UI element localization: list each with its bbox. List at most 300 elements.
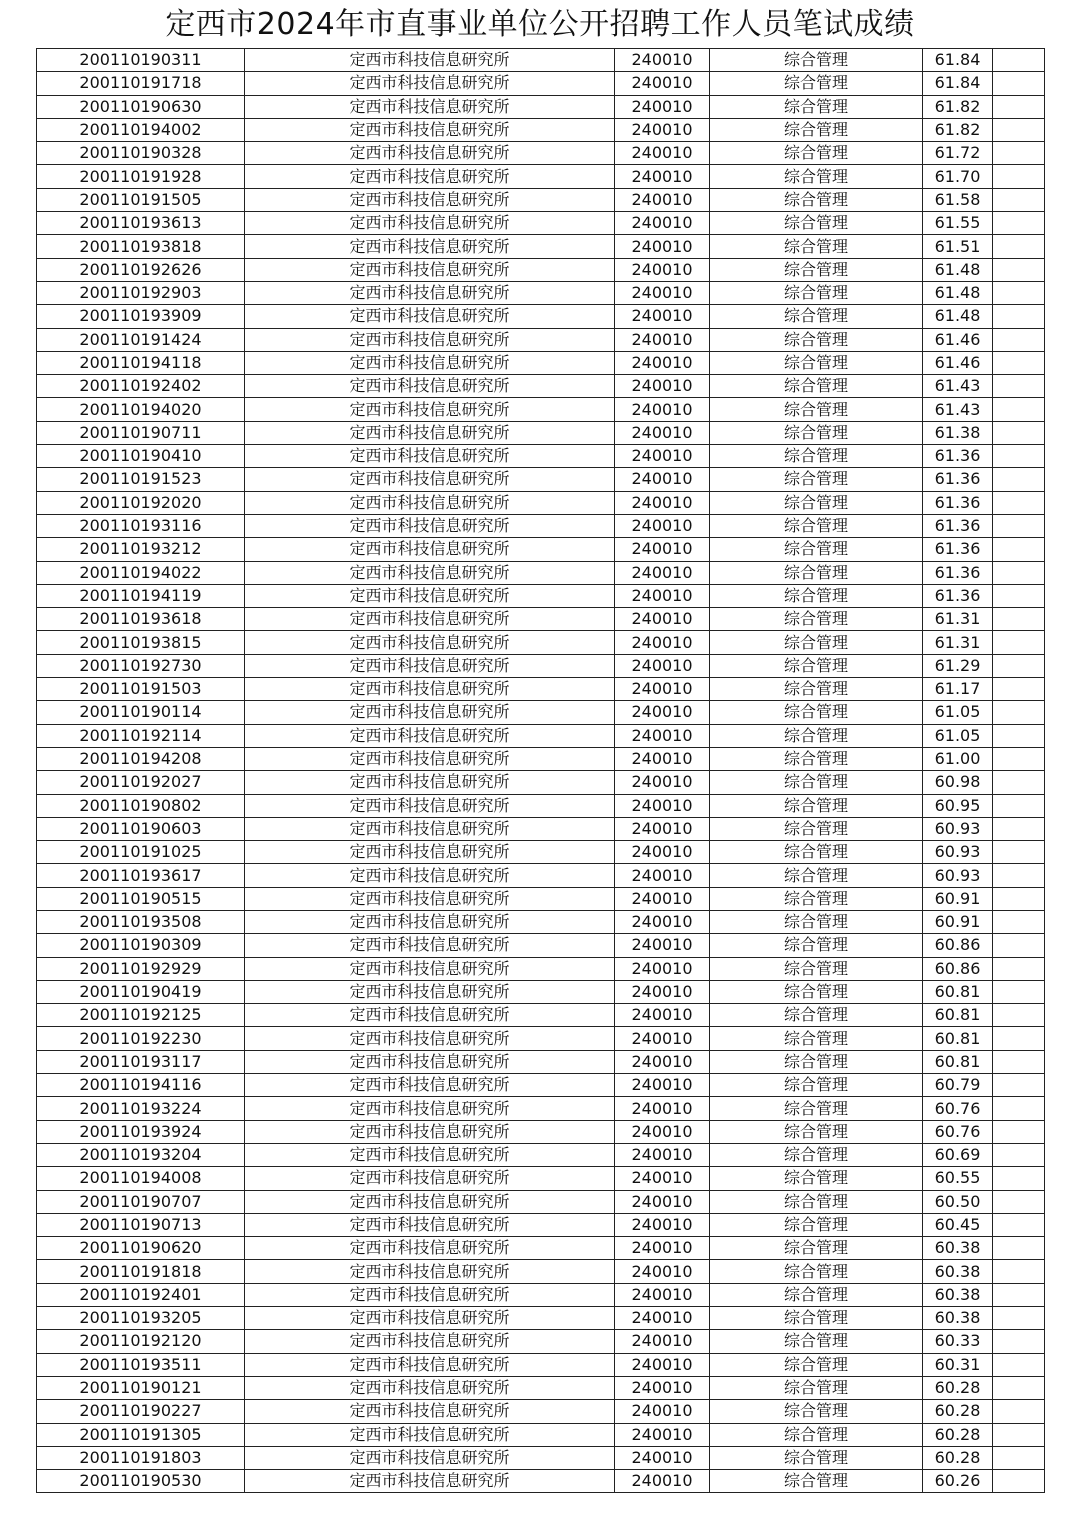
table-row — [37, 491, 1045, 514]
unit-name-cell: 定西市科技信息研究所 — [245, 1027, 615, 1050]
unit-name-cell: 定西市科技信息研究所 — [245, 608, 615, 631]
unit-name-cell: 定西市科技信息研究所 — [245, 351, 615, 374]
note-cell — [993, 281, 1045, 304]
position-code-cell: 240010 — [615, 49, 710, 72]
table-row — [37, 1190, 1045, 1213]
exam-number-cell: 200110190515 — [37, 887, 245, 910]
position-name-cell: 综合管理 — [710, 584, 923, 607]
note-cell — [993, 608, 1045, 631]
exam-number-cell: 200110190620 — [37, 1237, 245, 1260]
position-name-cell: 综合管理 — [710, 142, 923, 165]
position-name-cell: 综合管理 — [710, 771, 923, 794]
note-cell — [993, 514, 1045, 537]
position-code-cell: 240010 — [615, 1074, 710, 1097]
position-code-cell: 240010 — [615, 398, 710, 421]
position-code-cell: 240010 — [615, 281, 710, 304]
exam-number-cell: 200110192903 — [37, 281, 245, 304]
note-cell — [993, 841, 1045, 864]
note-cell — [993, 817, 1045, 840]
unit-name-cell: 定西市科技信息研究所 — [245, 1097, 615, 1120]
exam-number-cell: 200110193909 — [37, 305, 245, 328]
exam-number-cell: 200110193116 — [37, 514, 245, 537]
score-cell: 61.31 — [923, 608, 993, 631]
score-cell: 60.79 — [923, 1074, 993, 1097]
table-row — [37, 212, 1045, 235]
position-name-cell: 综合管理 — [710, 957, 923, 980]
note-cell — [993, 1400, 1045, 1423]
table-row — [37, 771, 1045, 794]
position-name-cell: 综合管理 — [710, 258, 923, 281]
exam-number-cell: 200110190802 — [37, 794, 245, 817]
position-code-cell: 240010 — [615, 817, 710, 840]
score-cell: 61.48 — [923, 281, 993, 304]
note-cell — [993, 1213, 1045, 1236]
note-cell — [993, 1143, 1045, 1166]
position-code-cell: 240010 — [615, 72, 710, 95]
score-cell: 61.46 — [923, 328, 993, 351]
exam-number-cell: 200110191523 — [37, 468, 245, 491]
note-cell — [993, 631, 1045, 654]
score-cell: 60.81 — [923, 1004, 993, 1027]
position-code-cell: 240010 — [615, 724, 710, 747]
exam-number-cell: 200110190603 — [37, 817, 245, 840]
exam-number-cell: 200110191803 — [37, 1446, 245, 1469]
position-name-cell: 综合管理 — [710, 678, 923, 701]
position-code-cell: 240010 — [615, 1307, 710, 1330]
unit-name-cell: 定西市科技信息研究所 — [245, 1353, 615, 1376]
table-row — [37, 375, 1045, 398]
score-cell: 61.58 — [923, 188, 993, 211]
table-row — [37, 957, 1045, 980]
exam-number-cell: 200110193204 — [37, 1143, 245, 1166]
unit-name-cell: 定西市科技信息研究所 — [245, 794, 615, 817]
position-name-cell: 综合管理 — [710, 724, 923, 747]
exam-number-cell: 200110193617 — [37, 864, 245, 887]
position-code-cell: 240010 — [615, 1097, 710, 1120]
position-code-cell: 240010 — [615, 934, 710, 957]
score-cell: 61.46 — [923, 351, 993, 374]
score-cell: 61.36 — [923, 445, 993, 468]
position-name-cell: 综合管理 — [710, 1027, 923, 1050]
note-cell — [993, 235, 1045, 258]
position-code-cell: 240010 — [615, 212, 710, 235]
position-name-cell: 综合管理 — [710, 1074, 923, 1097]
position-code-cell: 240010 — [615, 561, 710, 584]
table-row — [37, 72, 1045, 95]
score-cell: 61.29 — [923, 654, 993, 677]
note-cell — [993, 584, 1045, 607]
exam-number-cell: 200110193205 — [37, 1307, 245, 1330]
score-cell: 61.36 — [923, 468, 993, 491]
unit-name-cell: 定西市科技信息研究所 — [245, 305, 615, 328]
unit-name-cell: 定西市科技信息研究所 — [245, 724, 615, 747]
unit-name-cell: 定西市科技信息研究所 — [245, 1004, 615, 1027]
unit-name-cell: 定西市科技信息研究所 — [245, 514, 615, 537]
position-name-cell: 综合管理 — [710, 747, 923, 770]
position-name-cell: 综合管理 — [710, 468, 923, 491]
note-cell — [993, 724, 1045, 747]
unit-name-cell: 定西市科技信息研究所 — [245, 398, 615, 421]
exam-number-cell: 200110191505 — [37, 188, 245, 211]
position-code-cell: 240010 — [615, 1143, 710, 1166]
score-cell: 61.05 — [923, 724, 993, 747]
position-name-cell: 综合管理 — [710, 1376, 923, 1399]
exam-number-cell: 200110193224 — [37, 1097, 245, 1120]
unit-name-cell: 定西市科技信息研究所 — [245, 934, 615, 957]
position-code-cell: 240010 — [615, 491, 710, 514]
note-cell — [993, 747, 1045, 770]
score-cell: 61.48 — [923, 258, 993, 281]
position-name-cell: 综合管理 — [710, 1283, 923, 1306]
score-cell: 61.48 — [923, 305, 993, 328]
score-cell: 60.86 — [923, 934, 993, 957]
position-name-cell: 综合管理 — [710, 95, 923, 118]
note-cell — [993, 678, 1045, 701]
position-name-cell: 综合管理 — [710, 701, 923, 724]
exam-number-cell: 200110191305 — [37, 1423, 245, 1446]
exam-number-cell: 200110190328 — [37, 142, 245, 165]
note-cell — [993, 165, 1045, 188]
exam-number-cell: 200110190121 — [37, 1376, 245, 1399]
position-name-cell: 综合管理 — [710, 398, 923, 421]
score-cell: 60.38 — [923, 1283, 993, 1306]
score-cell: 61.82 — [923, 95, 993, 118]
note-cell — [993, 375, 1045, 398]
table-row — [37, 724, 1045, 747]
unit-name-cell: 定西市科技信息研究所 — [245, 654, 615, 677]
note-cell — [993, 980, 1045, 1003]
position-code-cell: 240010 — [615, 794, 710, 817]
position-code-cell: 240010 — [615, 864, 710, 887]
unit-name-cell: 定西市科技信息研究所 — [245, 281, 615, 304]
position-code-cell: 240010 — [615, 1376, 710, 1399]
position-code-cell: 240010 — [615, 421, 710, 444]
position-name-cell: 综合管理 — [710, 49, 923, 72]
position-code-cell: 240010 — [615, 1400, 710, 1423]
position-name-cell: 综合管理 — [710, 794, 923, 817]
position-code-cell: 240010 — [615, 1283, 710, 1306]
unit-name-cell: 定西市科技信息研究所 — [245, 1190, 615, 1213]
position-code-cell: 240010 — [615, 258, 710, 281]
exam-number-cell: 200110190419 — [37, 980, 245, 1003]
note-cell — [993, 421, 1045, 444]
note-cell — [993, 934, 1045, 957]
unit-name-cell: 定西市科技信息研究所 — [245, 1050, 615, 1073]
unit-name-cell: 定西市科技信息研究所 — [245, 538, 615, 561]
score-cell: 61.31 — [923, 631, 993, 654]
note-cell — [993, 561, 1045, 584]
unit-name-cell: 定西市科技信息研究所 — [245, 1283, 615, 1306]
table-row — [37, 1260, 1045, 1283]
unit-name-cell: 定西市科技信息研究所 — [245, 445, 615, 468]
score-table — [36, 48, 1045, 1493]
position-name-cell: 综合管理 — [710, 910, 923, 933]
exam-number-cell: 200110190707 — [37, 1190, 245, 1213]
score-cell: 61.84 — [923, 72, 993, 95]
table-row — [37, 747, 1045, 770]
position-code-cell: 240010 — [615, 118, 710, 141]
note-cell — [993, 188, 1045, 211]
exam-number-cell: 200110190410 — [37, 445, 245, 468]
table-row — [37, 910, 1045, 933]
unit-name-cell: 定西市科技信息研究所 — [245, 1120, 615, 1143]
position-code-cell: 240010 — [615, 841, 710, 864]
unit-name-cell: 定西市科技信息研究所 — [245, 1307, 615, 1330]
position-code-cell: 240010 — [615, 608, 710, 631]
exam-number-cell: 200110192402 — [37, 375, 245, 398]
note-cell — [993, 1050, 1045, 1073]
position-name-cell: 综合管理 — [710, 165, 923, 188]
table-row — [37, 1074, 1045, 1097]
score-cell: 61.38 — [923, 421, 993, 444]
note-cell — [993, 1423, 1045, 1446]
table-row — [37, 142, 1045, 165]
table-row — [37, 1097, 1045, 1120]
position-name-cell: 综合管理 — [710, 817, 923, 840]
exam-number-cell: 200110193924 — [37, 1120, 245, 1143]
position-code-cell: 240010 — [615, 514, 710, 537]
table-row — [37, 398, 1045, 421]
table-row — [37, 864, 1045, 887]
exam-number-cell: 200110192929 — [37, 957, 245, 980]
position-name-cell: 综合管理 — [710, 1423, 923, 1446]
score-cell: 61.84 — [923, 49, 993, 72]
table-row — [37, 188, 1045, 211]
unit-name-cell: 定西市科技信息研究所 — [245, 258, 615, 281]
exam-number-cell: 200110190227 — [37, 1400, 245, 1423]
unit-name-cell: 定西市科技信息研究所 — [245, 1167, 615, 1190]
unit-name-cell: 定西市科技信息研究所 — [245, 1143, 615, 1166]
exam-number-cell: 200110190114 — [37, 701, 245, 724]
position-code-cell: 240010 — [615, 1260, 710, 1283]
position-name-cell: 综合管理 — [710, 1330, 923, 1353]
position-code-cell: 240010 — [615, 1330, 710, 1353]
table-row — [37, 421, 1045, 444]
position-code-cell: 240010 — [615, 95, 710, 118]
score-cell: 60.33 — [923, 1330, 993, 1353]
score-cell: 60.28 — [923, 1423, 993, 1446]
score-cell: 60.50 — [923, 1190, 993, 1213]
table-row — [37, 1213, 1045, 1236]
note-cell — [993, 1283, 1045, 1306]
score-cell: 60.98 — [923, 771, 993, 794]
exam-number-cell: 200110192020 — [37, 491, 245, 514]
unit-name-cell: 定西市科技信息研究所 — [245, 491, 615, 514]
position-name-cell: 综合管理 — [710, 235, 923, 258]
table-row — [37, 1143, 1045, 1166]
unit-name-cell: 定西市科技信息研究所 — [245, 864, 615, 887]
note-cell — [993, 654, 1045, 677]
table-row — [37, 95, 1045, 118]
exam-number-cell: 200110191818 — [37, 1260, 245, 1283]
exam-number-cell: 200110193818 — [37, 235, 245, 258]
position-code-cell: 240010 — [615, 980, 710, 1003]
exam-number-cell: 200110194119 — [37, 584, 245, 607]
note-cell — [993, 910, 1045, 933]
score-cell: 61.05 — [923, 701, 993, 724]
exam-number-cell: 200110192626 — [37, 258, 245, 281]
unit-name-cell: 定西市科技信息研究所 — [245, 817, 615, 840]
position-code-cell: 240010 — [615, 235, 710, 258]
position-code-cell: 240010 — [615, 142, 710, 165]
exam-number-cell: 200110190711 — [37, 421, 245, 444]
position-name-cell: 综合管理 — [710, 1097, 923, 1120]
score-cell: 60.76 — [923, 1120, 993, 1143]
score-cell: 60.38 — [923, 1260, 993, 1283]
unit-name-cell: 定西市科技信息研究所 — [245, 1330, 615, 1353]
exam-number-cell: 200110193117 — [37, 1050, 245, 1073]
position-name-cell: 综合管理 — [710, 1446, 923, 1469]
table-row — [37, 1004, 1045, 1027]
position-name-cell: 综合管理 — [710, 980, 923, 1003]
unit-name-cell: 定西市科技信息研究所 — [245, 771, 615, 794]
table-row — [37, 281, 1045, 304]
exam-number-cell: 200110192120 — [37, 1330, 245, 1353]
table-row — [37, 118, 1045, 141]
position-code-cell: 240010 — [615, 468, 710, 491]
exam-number-cell: 200110191025 — [37, 841, 245, 864]
note-cell — [993, 1470, 1045, 1493]
exam-number-cell: 200110193508 — [37, 910, 245, 933]
note-cell — [993, 1097, 1045, 1120]
table-row — [37, 561, 1045, 584]
unit-name-cell: 定西市科技信息研究所 — [245, 235, 615, 258]
position-name-cell: 综合管理 — [710, 841, 923, 864]
score-cell: 60.91 — [923, 910, 993, 933]
position-name-cell: 综合管理 — [710, 1400, 923, 1423]
table-row — [37, 1237, 1045, 1260]
score-cell: 60.95 — [923, 794, 993, 817]
position-name-cell: 综合管理 — [710, 328, 923, 351]
score-cell: 61.36 — [923, 561, 993, 584]
unit-name-cell: 定西市科技信息研究所 — [245, 1470, 615, 1493]
exam-number-cell: 200110194022 — [37, 561, 245, 584]
unit-name-cell: 定西市科技信息研究所 — [245, 910, 615, 933]
exam-number-cell: 200110190713 — [37, 1213, 245, 1236]
position-name-cell: 综合管理 — [710, 72, 923, 95]
position-name-cell: 综合管理 — [710, 445, 923, 468]
position-name-cell: 综合管理 — [710, 1213, 923, 1236]
note-cell — [993, 351, 1045, 374]
position-code-cell: 240010 — [615, 1470, 710, 1493]
exam-number-cell: 200110191928 — [37, 165, 245, 188]
unit-name-cell: 定西市科技信息研究所 — [245, 584, 615, 607]
position-name-cell: 综合管理 — [710, 1353, 923, 1376]
table-row — [37, 794, 1045, 817]
unit-name-cell: 定西市科技信息研究所 — [245, 421, 615, 444]
score-cell: 60.28 — [923, 1376, 993, 1399]
table-row — [37, 1400, 1045, 1423]
score-cell: 60.93 — [923, 841, 993, 864]
exam-number-cell: 200110194008 — [37, 1167, 245, 1190]
position-name-cell: 综合管理 — [710, 1050, 923, 1073]
exam-number-cell: 200110191503 — [37, 678, 245, 701]
note-cell — [993, 864, 1045, 887]
note-cell — [993, 1027, 1045, 1050]
position-name-cell: 综合管理 — [710, 1120, 923, 1143]
score-cell: 61.55 — [923, 212, 993, 235]
position-code-cell: 240010 — [615, 1120, 710, 1143]
note-cell — [993, 701, 1045, 724]
score-cell: 60.31 — [923, 1353, 993, 1376]
note-cell — [993, 72, 1045, 95]
score-cell: 61.70 — [923, 165, 993, 188]
table-row — [37, 631, 1045, 654]
table-row — [37, 701, 1045, 724]
exam-number-cell: 200110190630 — [37, 95, 245, 118]
score-cell: 60.26 — [923, 1470, 993, 1493]
table-row — [37, 1330, 1045, 1353]
position-name-cell: 综合管理 — [710, 421, 923, 444]
table-row — [37, 1283, 1045, 1306]
exam-number-cell: 200110192730 — [37, 654, 245, 677]
position-code-cell: 240010 — [615, 188, 710, 211]
note-cell — [993, 258, 1045, 281]
score-cell: 60.81 — [923, 1027, 993, 1050]
score-cell: 61.36 — [923, 514, 993, 537]
table-row — [37, 351, 1045, 374]
position-name-cell: 综合管理 — [710, 1190, 923, 1213]
note-cell — [993, 771, 1045, 794]
score-cell: 60.45 — [923, 1213, 993, 1236]
position-name-cell: 综合管理 — [710, 212, 923, 235]
position-name-cell: 综合管理 — [710, 351, 923, 374]
note-cell — [993, 794, 1045, 817]
score-cell: 60.28 — [923, 1446, 993, 1469]
score-cell: 61.72 — [923, 142, 993, 165]
position-code-cell: 240010 — [615, 351, 710, 374]
position-name-cell: 综合管理 — [710, 1143, 923, 1166]
table-row — [37, 1353, 1045, 1376]
unit-name-cell: 定西市科技信息研究所 — [245, 887, 615, 910]
table-row — [37, 165, 1045, 188]
unit-name-cell: 定西市科技信息研究所 — [245, 747, 615, 770]
note-cell — [993, 212, 1045, 235]
exam-number-cell: 200110193815 — [37, 631, 245, 654]
position-name-cell: 综合管理 — [710, 491, 923, 514]
exam-number-cell: 200110191424 — [37, 328, 245, 351]
position-code-cell: 240010 — [615, 1353, 710, 1376]
unit-name-cell: 定西市科技信息研究所 — [245, 142, 615, 165]
position-code-cell: 240010 — [615, 538, 710, 561]
position-code-cell: 240010 — [615, 887, 710, 910]
unit-name-cell: 定西市科技信息研究所 — [245, 1376, 615, 1399]
position-code-cell: 240010 — [615, 701, 710, 724]
exam-number-cell: 200110193618 — [37, 608, 245, 631]
unit-name-cell: 定西市科技信息研究所 — [245, 1400, 615, 1423]
table-row — [37, 654, 1045, 677]
position-code-cell: 240010 — [615, 1050, 710, 1073]
exam-number-cell: 200110194116 — [37, 1074, 245, 1097]
position-name-cell: 综合管理 — [710, 118, 923, 141]
table-row — [37, 258, 1045, 281]
score-cell: 60.86 — [923, 957, 993, 980]
exam-number-cell: 200110194118 — [37, 351, 245, 374]
position-name-cell: 综合管理 — [710, 864, 923, 887]
unit-name-cell: 定西市科技信息研究所 — [245, 631, 615, 654]
note-cell — [993, 957, 1045, 980]
note-cell — [993, 538, 1045, 561]
position-name-cell: 综合管理 — [710, 281, 923, 304]
exam-number-cell: 200110194020 — [37, 398, 245, 421]
unit-name-cell: 定西市科技信息研究所 — [245, 1237, 615, 1260]
position-name-cell: 综合管理 — [710, 1167, 923, 1190]
position-name-cell: 综合管理 — [710, 654, 923, 677]
position-code-cell: 240010 — [615, 678, 710, 701]
position-name-cell: 综合管理 — [710, 631, 923, 654]
position-code-cell: 240010 — [615, 631, 710, 654]
score-cell: 60.93 — [923, 817, 993, 840]
